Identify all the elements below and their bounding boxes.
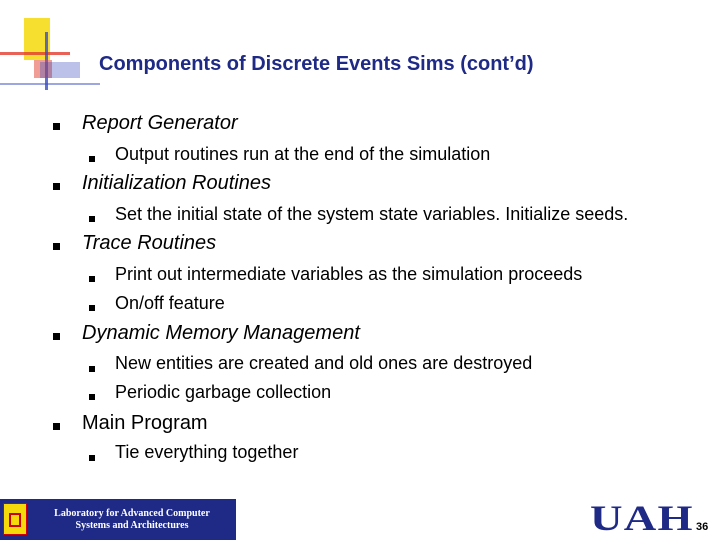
lab-logo-icon	[3, 503, 27, 535]
sub-bullet-square-icon	[89, 276, 95, 282]
lab-name-line1: Laboratory for Advanced Computer	[54, 508, 210, 519]
bullet-main-program: Main Program	[82, 412, 208, 434]
sub-bullet-square-icon	[89, 156, 95, 162]
sub-bullet-text: Tie everything together	[115, 442, 299, 462]
bullet-report-generator: Report Generator	[82, 112, 238, 134]
sub-bullet-text: Periodic garbage collection	[115, 382, 332, 402]
page-number: 36	[696, 521, 709, 533]
bullet-dynamic-memory-management: Dynamic Memory Management	[82, 322, 360, 344]
sub-bullet-square-icon	[89, 305, 95, 311]
lab-name	[32, 508, 232, 532]
lab-name-line2: Systems and Architectures	[75, 520, 189, 531]
sub-bullet-text: Set the initial state of the system state variables. Initialize seeds.	[115, 204, 629, 224]
sub-bullet-text: On/off feature	[115, 293, 225, 313]
uah-logo: UAH	[590, 498, 694, 538]
sub-bullet-square-icon	[89, 455, 95, 461]
bullet-square-icon	[53, 333, 60, 340]
sub-bullet-square-icon	[89, 366, 95, 372]
bullet-square-icon	[53, 423, 60, 430]
slide-title: Components of Discrete Events Sims (cont’d)	[99, 53, 534, 75]
sub-bullet-text: Print out intermediate variables as the simulation proceeds	[115, 264, 583, 284]
bullet-trace-routines: Trace Routines	[82, 232, 217, 254]
bullet-square-icon	[53, 183, 60, 190]
sub-bullet-square-icon	[89, 394, 95, 400]
bullet-square-icon	[53, 123, 60, 130]
sub-bullet-text: Output routines run at the end of the simulation	[115, 144, 491, 164]
sub-bullet-text: New entities are created and old ones are destroyed	[115, 353, 533, 373]
sub-bullet-square-icon	[89, 216, 95, 222]
bullet-square-icon	[53, 243, 60, 250]
bullet-initialization-routines: Initialization Routines	[82, 172, 271, 194]
lab-badge	[0, 499, 236, 540]
